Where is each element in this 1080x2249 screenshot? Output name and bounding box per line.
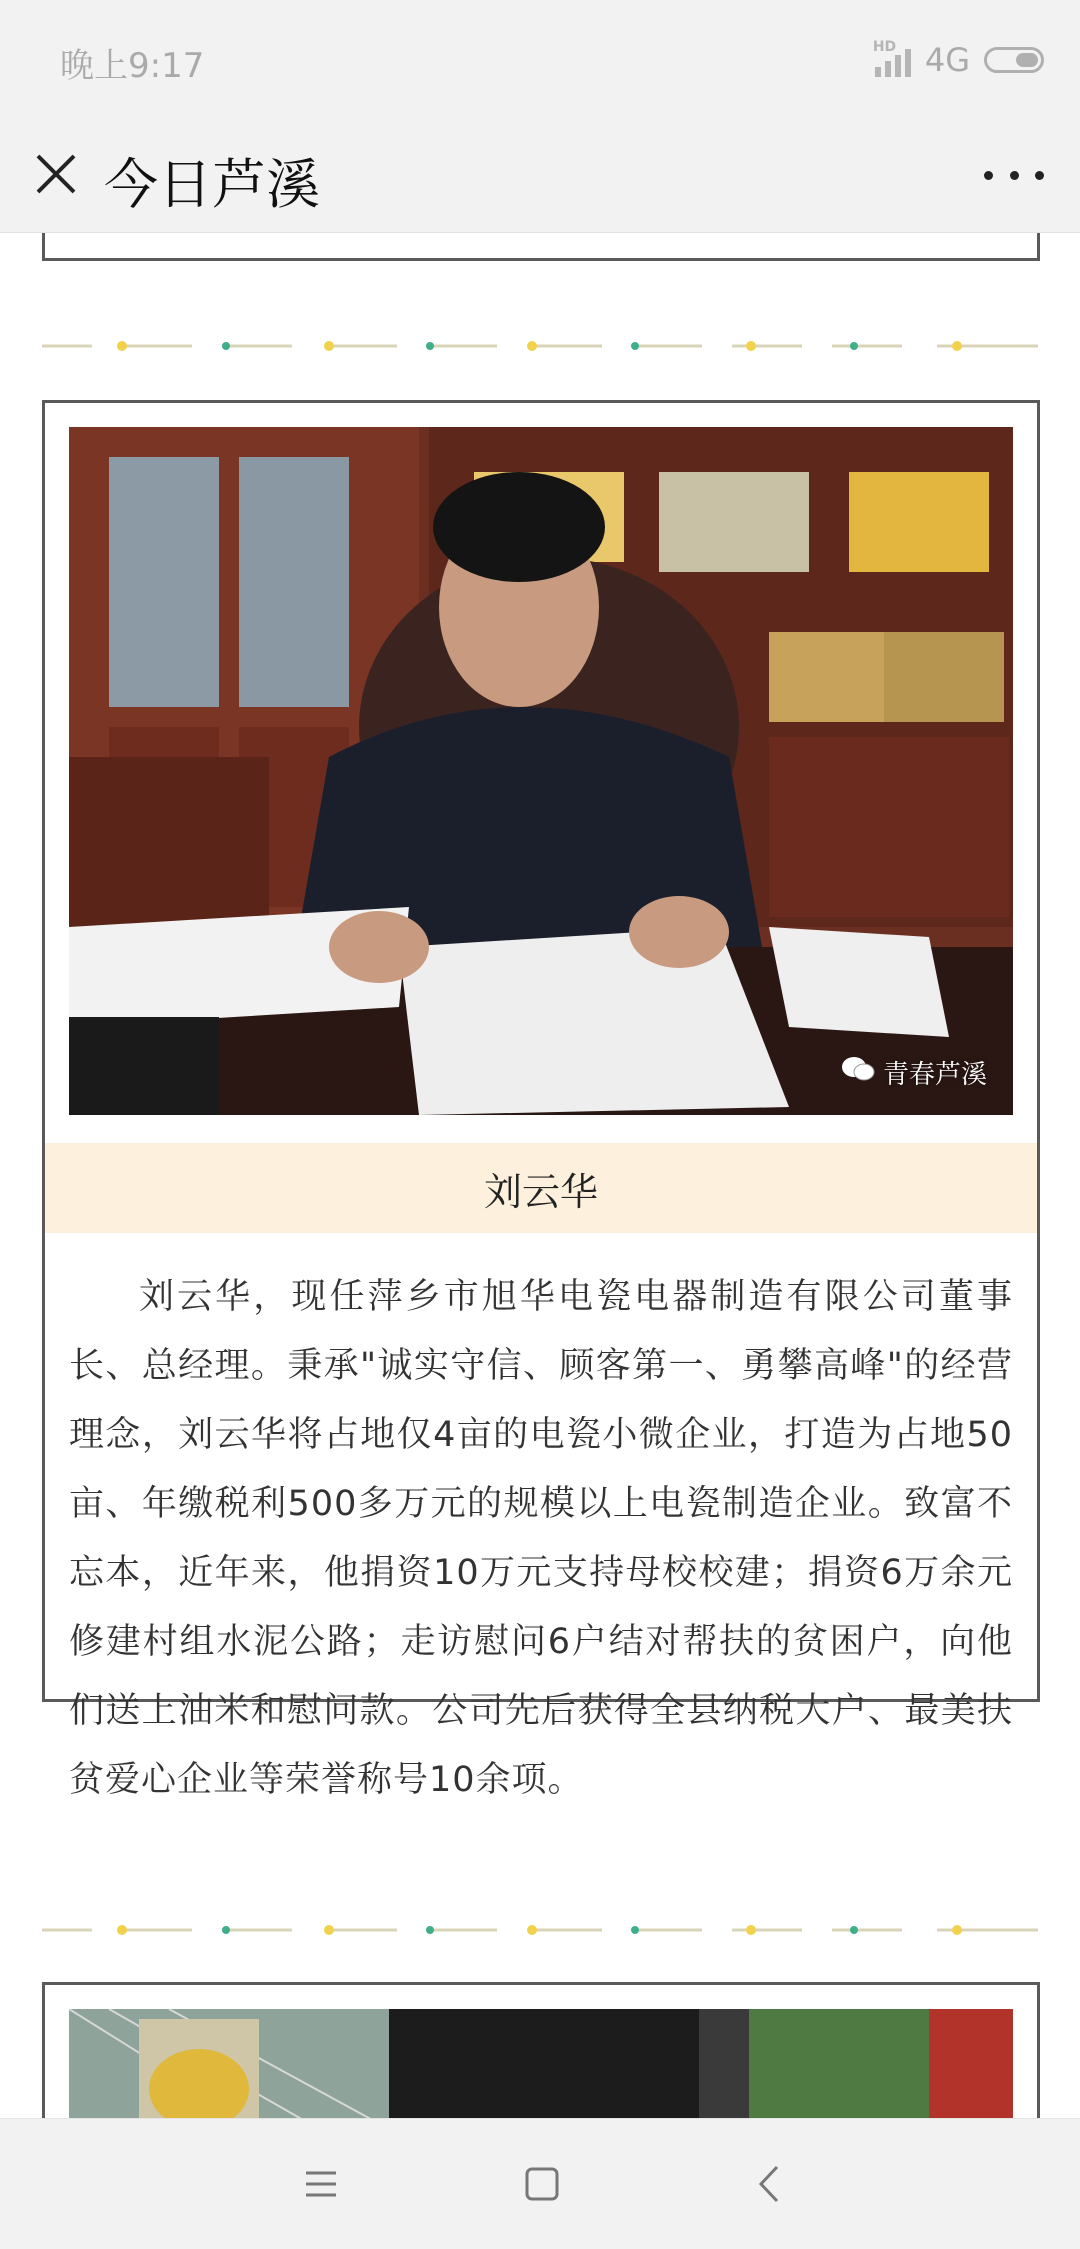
close-icon[interactable] <box>30 148 82 200</box>
decorative-divider <box>42 336 1038 356</box>
profile-photo[interactable] <box>69 427 1013 1115</box>
watermark-text: 青春芦溪 <box>882 1060 987 1090</box>
article-content[interactable] <box>0 233 1080 2118</box>
battery-icon <box>984 47 1044 73</box>
profile-name: 刘云华 <box>483 1169 598 1214</box>
watermark <box>841 1054 987 1091</box>
network-type: 4G <box>924 41 970 79</box>
next-profile-photo[interactable] <box>69 2009 1013 2118</box>
status-icons <box>872 39 1044 80</box>
decorative-divider <box>42 1920 1038 1940</box>
more-icon[interactable] <box>984 150 1044 200</box>
nav-bar <box>0 120 1080 233</box>
next-profile-card <box>42 1982 1040 2118</box>
wechat-icon <box>841 1055 875 1090</box>
signal-hd-label: HD <box>872 39 897 55</box>
back-icon[interactable] <box>745 2159 795 2209</box>
home-icon[interactable] <box>517 2159 567 2209</box>
profile-bio: 刘云华，现任萍乡市旭华电瓷电器制造有限公司董事长、总经理。秉承"诚实守信、顾客第一、勇攀高峰"的经营理念，刘云华将占地仅4亩的电瓷小微企业，打造为占地50亩、年缴税利500多万元的规模以上电瓷制造企业。致富不忘本，近年来，他捐资10万元支持母校校建；捐资6万余元修建村组水泥公路；走访慰问6户结对帮扶的贫困户，向他们送上油米和慰问款。公司先后获得全县纳税大户、最美扶贫爱心企业等荣誉称号10余项。 <box>69 1277 1013 1800</box>
profile-card <box>42 400 1040 1800</box>
previous-card-bottom <box>42 233 1040 261</box>
profile-name-band <box>45 1143 1037 1233</box>
system-nav-bar <box>0 2118 1080 2249</box>
status-time: 晚上9:17 <box>60 46 205 86</box>
signal-icon <box>872 39 911 77</box>
page-title: 今日芦溪 <box>104 153 320 216</box>
status-bar <box>0 0 1080 120</box>
menu-icon[interactable] <box>296 2159 346 2209</box>
